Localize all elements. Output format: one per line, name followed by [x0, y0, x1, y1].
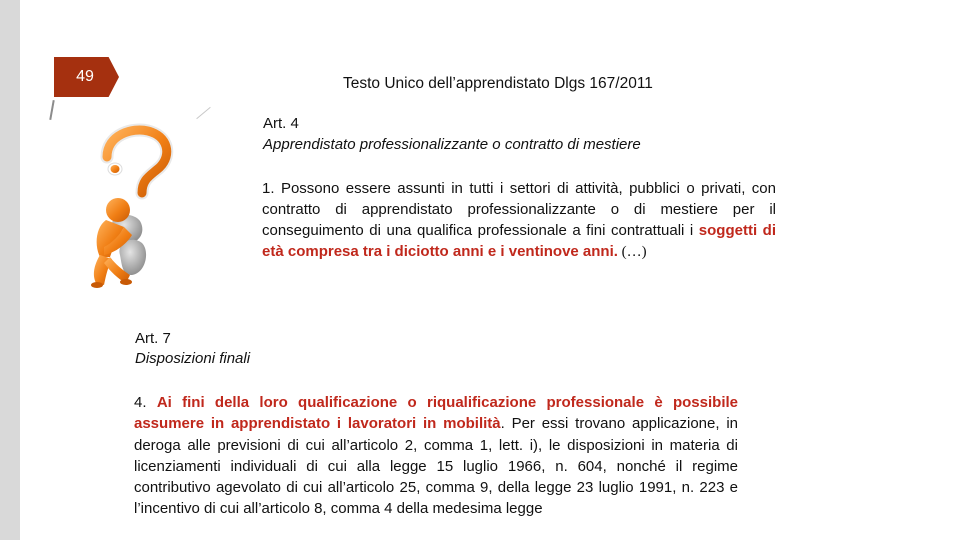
decorative-line-left [49, 100, 54, 120]
art7-heading: Art. 7 [135, 330, 171, 347]
art4-paragraph [262, 178, 776, 263]
art7-paragraph-separator: . [142, 394, 157, 411]
art7-subheading: Disposizioni finali [135, 350, 251, 367]
art4-subheading: Apprendistato professionalizzante o contratto di mestiere [263, 136, 641, 153]
art7-paragraph [134, 392, 738, 520]
art4-heading: Art. 4 [263, 115, 299, 132]
page-number: 49 [76, 68, 94, 85]
art4-paragraph-ellipsis: (…) [617, 244, 647, 260]
art7-paragraph-number: 4 [134, 394, 143, 411]
art4-paragraph-highlight: soggetti di età compresa tra i diciotto anni e i ventinove anni. [262, 222, 776, 260]
art7-paragraph-text: . Per essi trovano applicazione, in deroga alle previsioni di cui all’articolo 2, comma 1, lett. i), le disposizioni in materia di licenziamenti individuali di cui alla legge 15 luglio 1966, n. 604, nonché il regime contributivo agevolato di cui all’articolo 25, comma 9, della legge 23 luglio 1991, n. 223 e l’incentivo di cui all’articolo 8, comma 4 della medesima legge [134, 415, 738, 518]
thinking-figure-question-mark-illustration [80, 115, 260, 295]
left-side-bar [0, 0, 20, 540]
art7-paragraph-highlight: Ai fini della loro qualificazione o riqualificazione professionale è possibile assumere in apprendistato i lavoratori in mobilità [134, 394, 739, 433]
art4-paragraph-text: 1. Possono essere assunti in tutti i settori di attività, pubblici o privati, con contratto di apprendistato professionalizzante o di mestiere per il conseguimento di una qualifica professionale a fini contrattuali i [262, 180, 776, 239]
slide-title: Testo Unico dell’apprendistato Dlgs 167/2011 [343, 75, 653, 92]
